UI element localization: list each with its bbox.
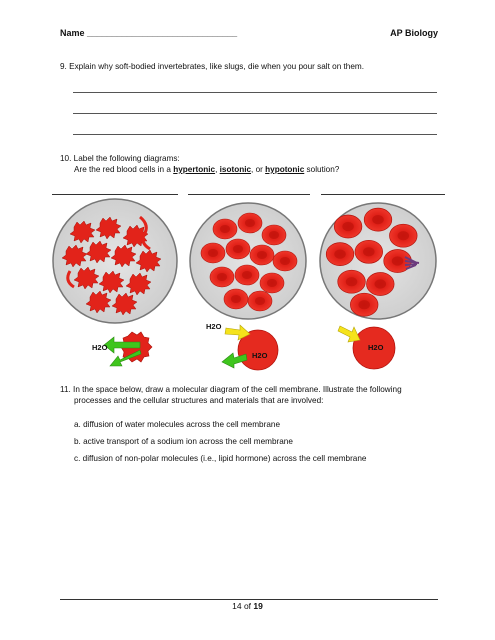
question-11-item-c: c. diffusion of non-polar molecules (i.e., lipid hormone) across the cell membrane	[74, 454, 367, 463]
h2o-label-left: H2O	[92, 343, 108, 352]
question-9: 9. Explain why soft-bodied invertebrates, like slugs, die when you pour salt on them.	[60, 62, 365, 71]
answer-line-1[interactable]	[73, 92, 437, 93]
question-10-prompt: Are the red blood cells in a hypertonic, isotonic, or hypotonic solution?	[74, 165, 340, 174]
h2o-label-mid-top: H2O	[206, 322, 222, 331]
footer-rule	[60, 599, 438, 600]
water-movement-diagrams	[0, 320, 495, 375]
answer-line-2[interactable]	[73, 113, 437, 114]
water-in-diagram	[338, 326, 395, 369]
name-field-label: Name ______________________________	[60, 28, 238, 38]
water-out-diagram	[92, 332, 152, 366]
question-11-item-a: a. diffusion of water molecules across the cell membrane	[74, 420, 280, 429]
question-11-line-2: processes and the cellular structures and materials that are involved:	[74, 396, 324, 405]
question-11-line-1: 11. In the space below, draw a molecular diagram of the cell membrane. Illustrate the following	[60, 385, 402, 394]
hypertonic-cells-circle	[53, 199, 177, 323]
page-number: 14 of 19	[232, 601, 263, 611]
course-title: AP Biology	[390, 28, 438, 38]
isotonic-cells-circle	[190, 203, 306, 319]
h2o-label-right-inner: H2O	[368, 343, 384, 352]
option-hypotonic: hypotonic	[265, 165, 305, 174]
option-isotonic: isotonic	[219, 165, 252, 174]
water-equal-diagram	[206, 322, 278, 370]
option-hypertonic: hypertonic	[173, 165, 216, 174]
hypotonic-cells-circle	[320, 203, 436, 319]
question-11-item-b: b. active transport of a sodium ion across the cell membrane	[74, 437, 293, 446]
h2o-label-mid-inner: H2O	[252, 351, 268, 360]
answer-line-3[interactable]	[73, 134, 437, 135]
question-10-title: 10. Label the following diagrams:	[60, 154, 180, 163]
